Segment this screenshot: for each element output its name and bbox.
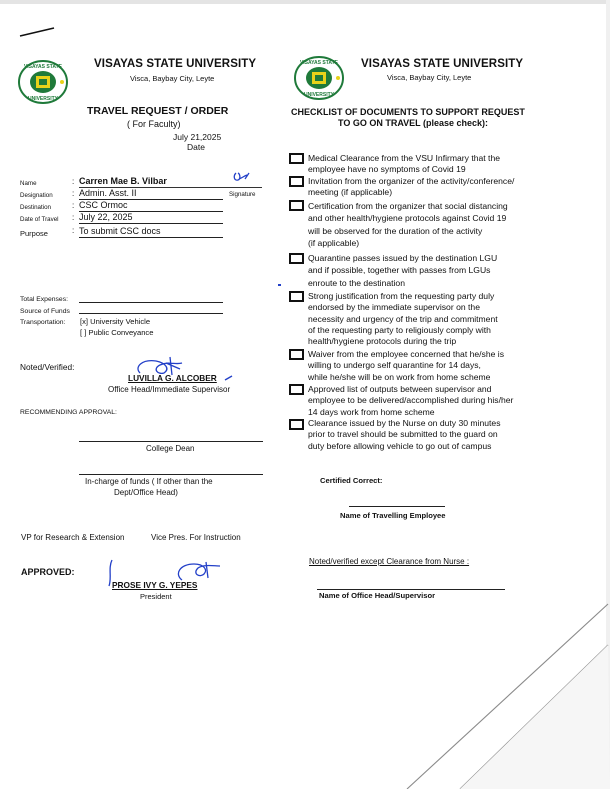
checklist-item-justification: Strong justification from the requesting party duly endorsed by the immediate supervisor on the necessity and urgency of the trip and commitment of the requesting party to religiously comply with health/hygiene protocols during the trip bbox=[308, 291, 498, 347]
university-name-left: VISAYAS STATE UNIVERSITY bbox=[94, 58, 257, 70]
svg-text:UNIVERSITY: UNIVERSITY bbox=[303, 92, 335, 98]
office-head-label: Name of Office Head/Supervisor bbox=[319, 591, 436, 600]
checklist-item-invitation: Invitation from the organizer of the activity/conference/ meeting (if applicable) bbox=[308, 176, 515, 198]
checklist-item-waiver: Waiver from the employee concerned that he/she is willing to undergo self quarantine for 14 days, while he/she will be on work from home scheme bbox=[308, 349, 505, 382]
colon: : bbox=[72, 177, 75, 186]
checklist-item-nurse-clearance: Clearance issued by the Nurse on duty 30 minutes prior to travel should be submitted to the guard on duty before allowing vehicle to go out of campus bbox=[308, 418, 501, 451]
name-field[interactable]: Carren Mae B. Vilbar bbox=[79, 175, 262, 188]
form-subtitle: ( For Faculty) bbox=[127, 119, 181, 129]
transport-university-vehicle[interactable]: [x] University Vehicle bbox=[80, 317, 151, 326]
checklist-item-medical: Medical Clearance from the VSU Infirmary that the employee have no symptoms of Covid 19 bbox=[308, 153, 501, 175]
date-of-travel-label: Date of Travel bbox=[20, 216, 59, 223]
svg-text:VISAYAS STATE: VISAYAS STATE bbox=[299, 60, 339, 66]
president-title: President bbox=[140, 592, 172, 601]
vp-research-label: VP for Research & Extension bbox=[21, 533, 125, 542]
approved-label: APPROVED: bbox=[21, 567, 75, 577]
university-name-right: VISAYAS STATE UNIVERSITY bbox=[361, 58, 524, 70]
university-address-left: Visca, Baybay City, Leyte bbox=[130, 74, 215, 83]
funds-incharge-label-2: Dept/Office Head) bbox=[114, 488, 178, 497]
checklist-item-certification: Certification from the organizer that social distancing and other health/hygiene protocols against Covid 19 will be observed for the duration of the activity (if applicable) bbox=[308, 201, 508, 249]
university-address-right: Visca, Baybay City, Leyte bbox=[387, 73, 472, 82]
noted-verified-label: Noted/Verified: bbox=[20, 362, 75, 372]
checklist-item-outputs: Approved list of outputs between supervisor and employee to be delivered/accomplished during his/her 14 days work from home scheme bbox=[308, 384, 514, 417]
destination-field[interactable]: CSC Ormoc bbox=[79, 199, 223, 212]
transportation-label: Transportation: bbox=[20, 319, 66, 326]
transport-public-conveyance[interactable]: [ ] Public Conveyance bbox=[80, 328, 154, 337]
supervisor-name: LUVILLA G. ALCOBER bbox=[128, 373, 217, 383]
college-dean-label: College Dean bbox=[146, 444, 195, 453]
designation-label: Designation bbox=[20, 192, 53, 199]
source-of-funds-label: Source of Funds bbox=[20, 308, 70, 315]
svg-text:VISAYAS STATE: VISAYAS STATE bbox=[23, 64, 63, 70]
date-of-travel-field[interactable]: July 22, 2025 bbox=[79, 211, 223, 224]
supervisor-title: Office Head/Immediate Supervisor bbox=[108, 385, 231, 394]
request-date: July 21,2025 bbox=[173, 132, 222, 142]
vp-instruction-label: Vice Pres. For Instruction bbox=[151, 533, 241, 542]
destination-label: Destination bbox=[20, 204, 51, 211]
funds-incharge-label-1: In-charge of funds ( If other than the bbox=[85, 477, 213, 486]
colon: : bbox=[72, 226, 75, 235]
checklist-title-line1: CHECKLIST OF DOCUMENTS TO SUPPORT REQUEST bbox=[291, 107, 525, 117]
signature-label: Signature bbox=[229, 191, 256, 198]
svg-text:UNIVERSITY: UNIVERSITY bbox=[27, 96, 59, 102]
colon: : bbox=[72, 213, 75, 222]
certified-correct-label: Certified Correct: bbox=[320, 476, 383, 485]
name-label: Name bbox=[20, 180, 37, 187]
designation-field[interactable]: Admin. Asst. II bbox=[79, 187, 223, 200]
total-expenses-label: Total Expenses: bbox=[20, 296, 68, 303]
recommending-approval-label: RECOMMENDING APPROVAL: bbox=[20, 409, 117, 416]
traveller-name-label: Name of Travelling Employee bbox=[340, 511, 446, 520]
colon: : bbox=[72, 189, 75, 198]
checklist-item-quarantine-passes: Quarantine passes issued by the destination LGU and if possible, together with passes from LGUs enroute to the destination bbox=[308, 253, 498, 288]
president-name: PROSE IVY G. YEPES bbox=[112, 580, 198, 590]
purpose-label: Purpose bbox=[20, 229, 48, 238]
date-label: Date bbox=[187, 142, 205, 152]
checklist-title-line2: TO GO ON TRAVEL (please check): bbox=[338, 118, 489, 128]
colon: : bbox=[72, 201, 75, 210]
form-title: TRAVEL REQUEST / ORDER bbox=[87, 105, 229, 117]
purpose-field[interactable]: To submit CSC docs bbox=[79, 225, 223, 238]
noted-except-nurse-label: Noted/verified except Clearance from Nurse : bbox=[309, 557, 470, 566]
